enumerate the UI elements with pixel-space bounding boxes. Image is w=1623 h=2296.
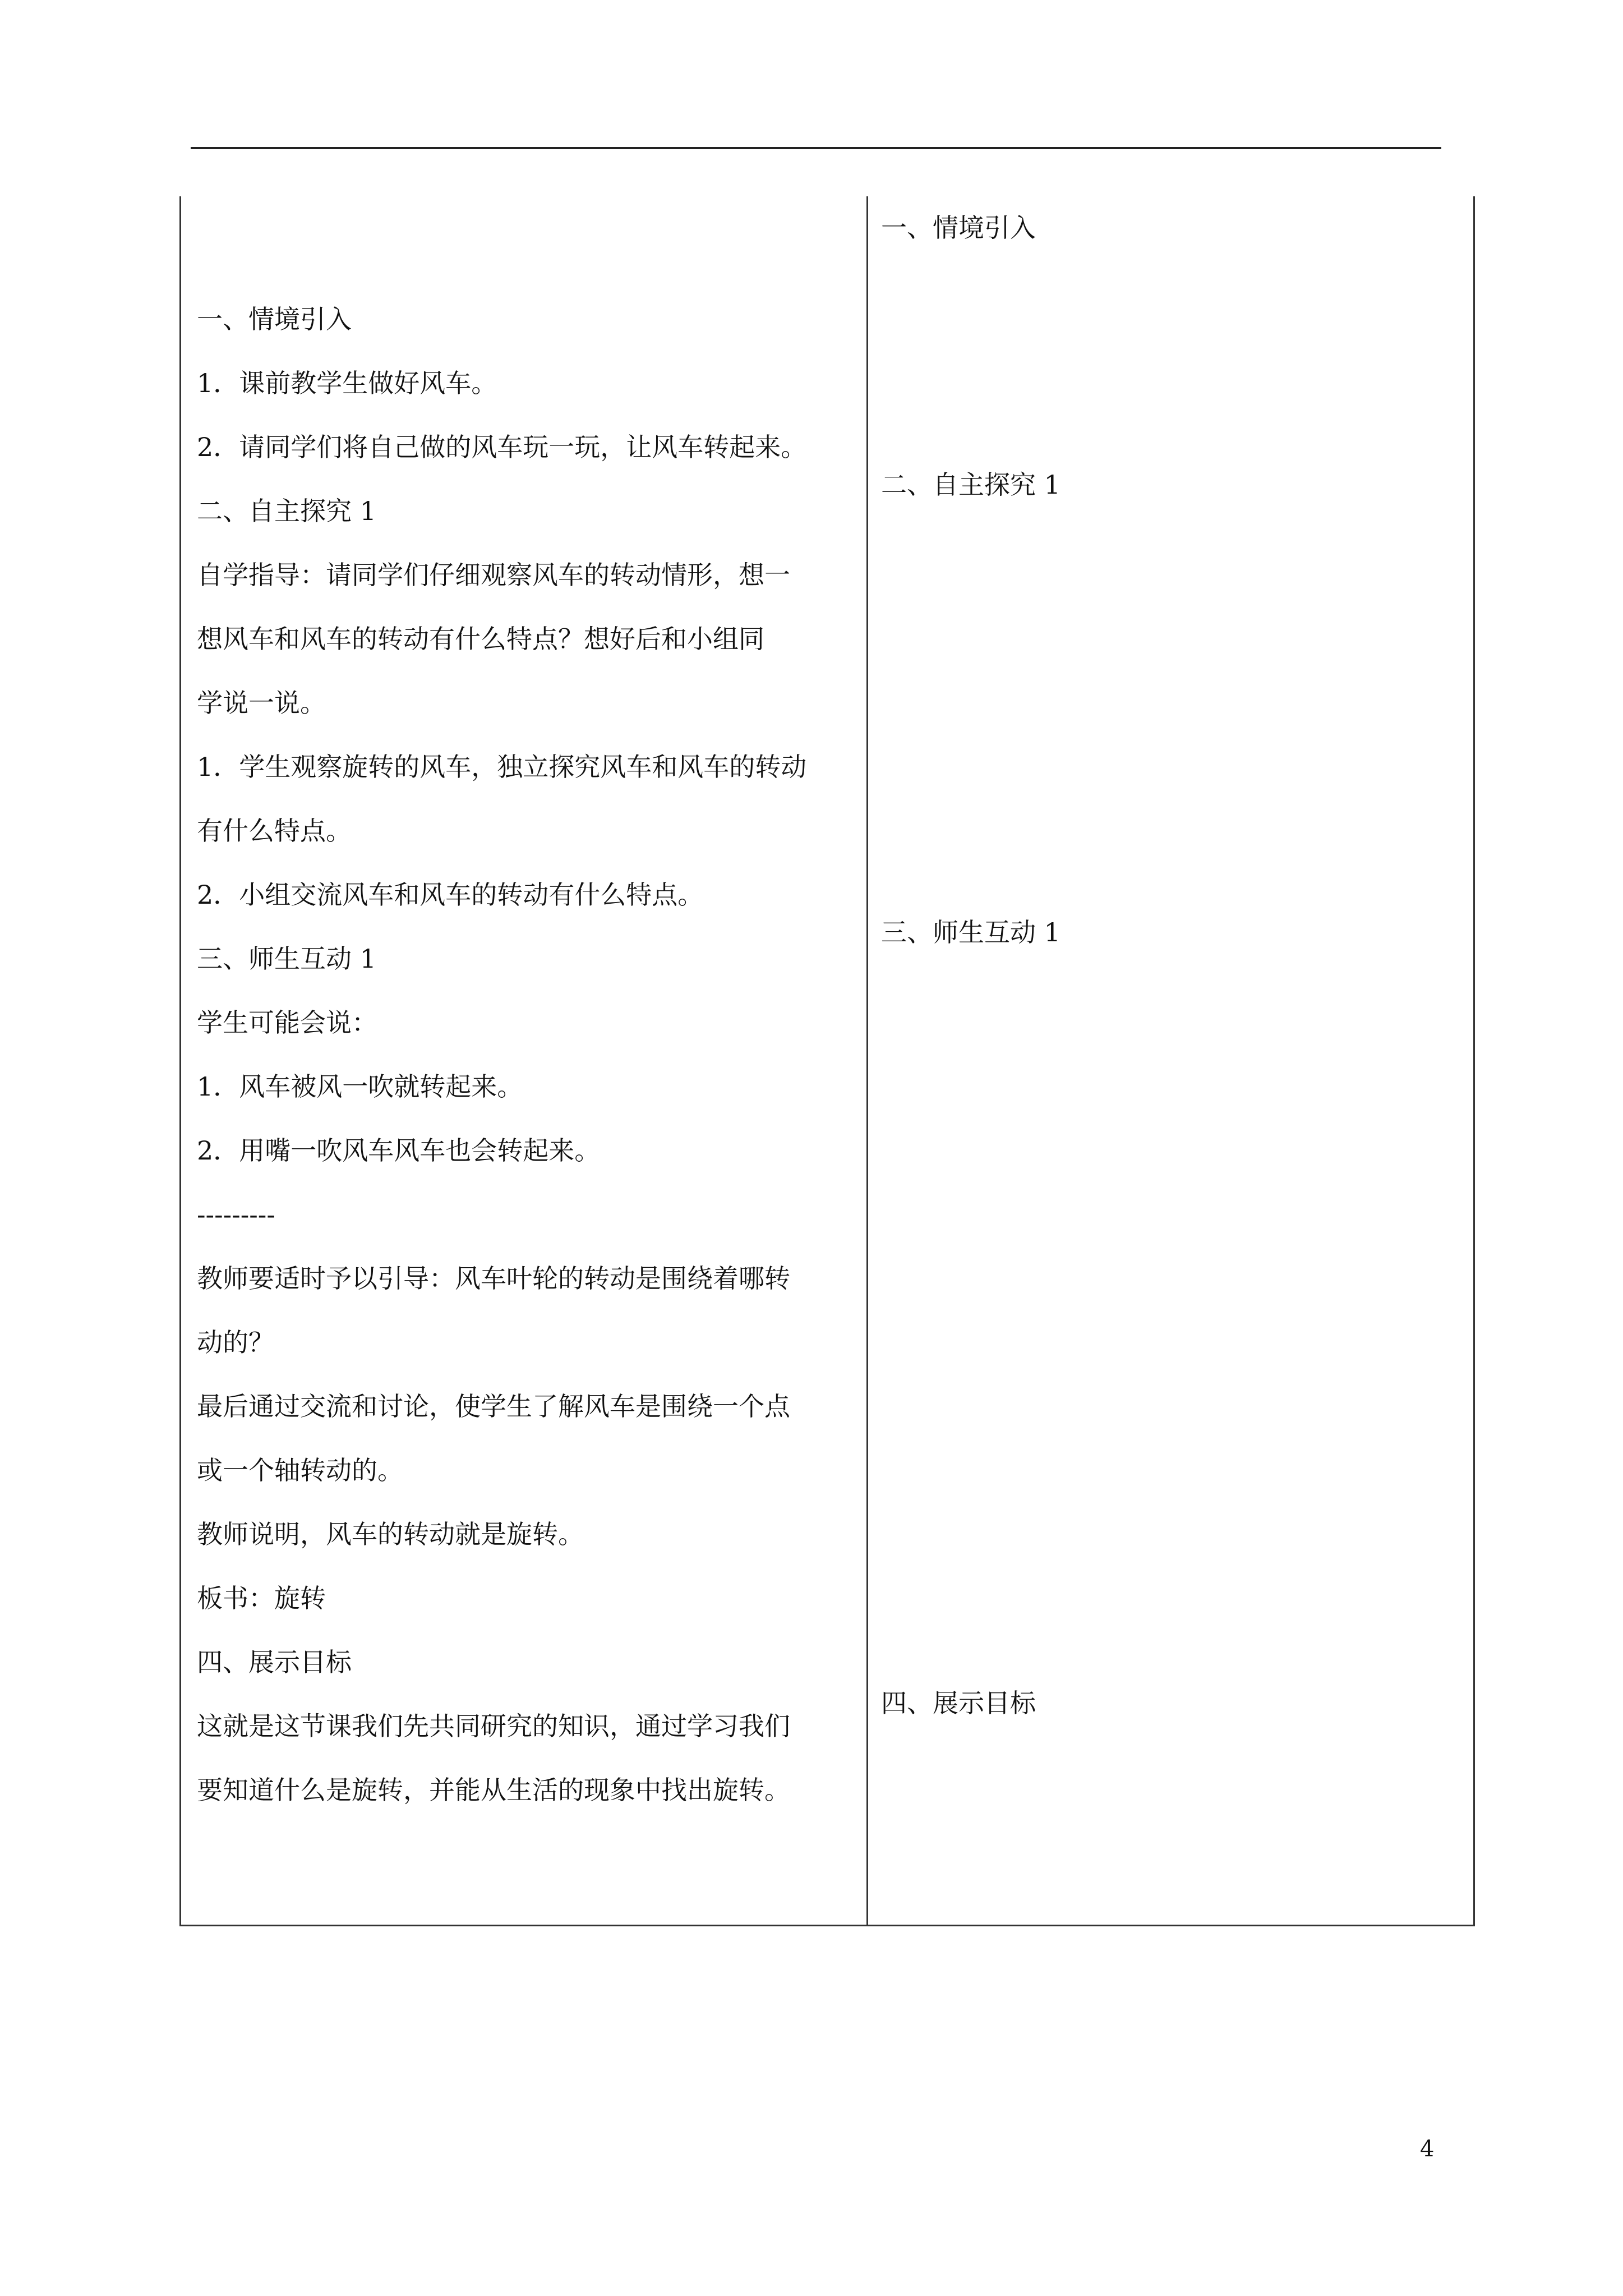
stage-goals: 四、展示目标 — [881, 1688, 1036, 1718]
text-line: 这就是这节课我们先共同研究的知识，通过学习我们 — [197, 1711, 790, 1741]
section-heading-goals: 四、展示目标 — [197, 1647, 352, 1677]
text-line: 板书：旋转 — [197, 1583, 326, 1613]
text-line: 1．风车被风一吹就转起来。 — [197, 1071, 523, 1102]
text-line: 2．小组交流风车和风车的转动有什么特点。 — [197, 880, 704, 910]
section-heading-interaction: 三、师生互动 1 — [197, 944, 376, 974]
stage-intro: 一、情境引入 — [881, 213, 1036, 243]
dashed-separator: --------- — [197, 1199, 275, 1230]
stage-explore: 二、自主探究 1 — [881, 470, 1061, 500]
text-line: 想风车和风车的转动有什么特点？想好后和小组同 — [197, 624, 764, 654]
section-heading-explore: 二、自主探究 1 — [197, 496, 376, 526]
section-heading-intro: 一、情境引入 — [197, 304, 352, 334]
text-line: 1．学生观察旋转的风车，独立探究风车和风车的转动 — [197, 752, 807, 782]
text-line: 2．请同学们将自己做的风车玩一玩，让风车转起来。 — [197, 432, 807, 462]
text-line: 教师要适时予以引导：风车叶轮的转动是围绕着哪转 — [197, 1263, 790, 1294]
text-line: 1．课前教学生做好风车。 — [197, 368, 497, 398]
text-line: 动的？ — [197, 1327, 274, 1358]
text-line: 学生可能会说： — [197, 1007, 377, 1038]
text-line: 学说一说。 — [197, 688, 326, 718]
lesson-table — [179, 196, 1475, 1926]
text-line: 有什么特点。 — [197, 816, 352, 846]
header-rule — [191, 147, 1441, 149]
page-number: 4 — [1420, 2136, 1435, 2162]
text-line: 要知道什么是旋转，并能从生活的现象中找出旋转。 — [197, 1775, 790, 1805]
column-divider — [866, 196, 868, 1925]
text-line: 2．用嘴一吹风车风车也会转起来。 — [197, 1135, 601, 1166]
text-line: 自学指导：请同学们仔细观察风车的转动情形，想一 — [197, 560, 790, 590]
stage-interaction: 三、师生互动 1 — [881, 917, 1061, 947]
text-line: 教师说明，风车的转动就是旋转。 — [197, 1519, 584, 1549]
text-line: 最后通过交流和讨论，使学生了解风车是围绕一个点 — [197, 1391, 790, 1421]
text-line: 或一个轴转动的。 — [197, 1455, 403, 1485]
